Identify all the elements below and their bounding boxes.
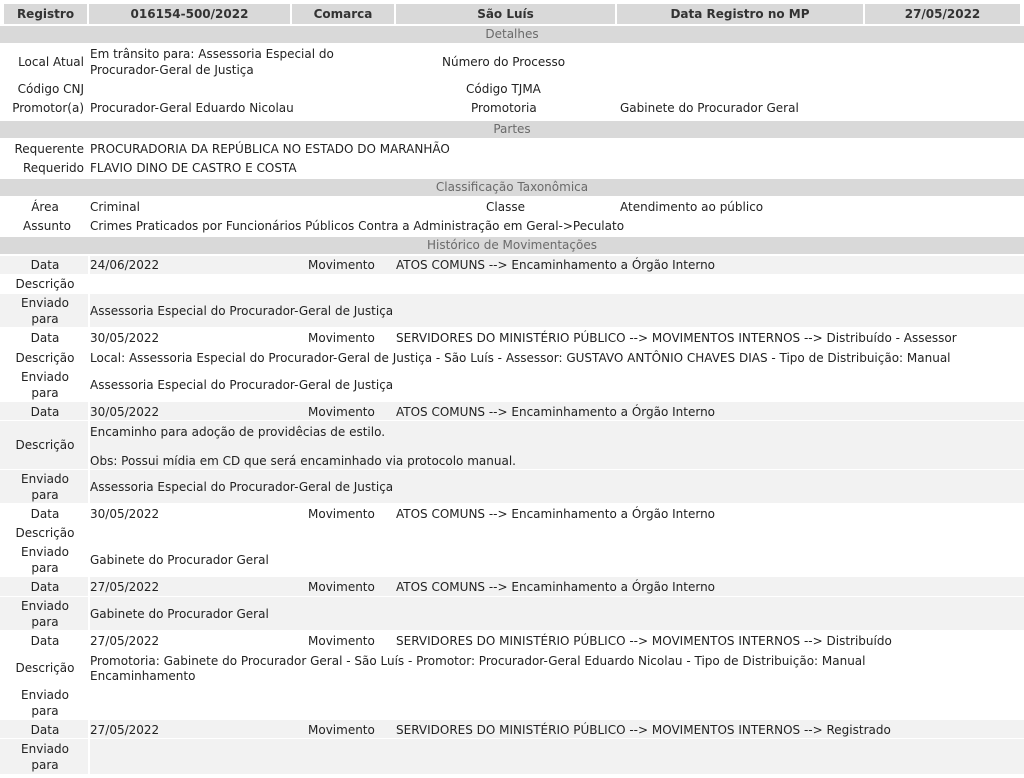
descricao-label: Descrição	[15, 526, 75, 540]
enviado-value: Gabinete do Procurador Geral	[90, 553, 269, 567]
data-label: Data	[30, 258, 60, 272]
registro-value: 016154-500/2022	[89, 4, 290, 24]
promotoria-value: Gabinete do Procurador Geral	[620, 101, 799, 115]
enviado-value: Assessoria Especial do Procurador-Geral de Justiça	[90, 480, 394, 494]
movement-date: 27/05/2022	[90, 723, 160, 737]
enviado-label-2: para	[31, 704, 59, 718]
comarca-value: São Luís	[396, 4, 615, 24]
movement-type: SERVIDORES DO MINISTÉRIO PÚBLICO --> MOVIMENTOS INTERNOS --> Distribuído - Assessor	[396, 331, 957, 345]
classe-label: Classe	[486, 200, 525, 214]
area-value: Criminal	[90, 200, 140, 214]
codigo-cnj-label: Código CNJ	[17, 82, 84, 96]
descricao-value-line1: Encaminho para adoção de providêcias de estilo.	[90, 425, 386, 439]
movimento-label: Movimento	[308, 258, 375, 272]
descricao-label: Descrição	[15, 351, 75, 365]
section-classificacao-title: Classificação Taxonômica	[0, 179, 1024, 196]
enviado-label-2: para	[31, 488, 59, 502]
table-row	[0, 739, 1024, 774]
movimento-label: Movimento	[308, 405, 375, 419]
movement-date: 24/06/2022	[90, 258, 160, 272]
enviado-label-2: para	[31, 312, 59, 326]
enviado-label-1: Enviado	[21, 370, 69, 384]
assunto-label: Assunto	[23, 219, 71, 233]
data-label: Data	[30, 723, 60, 737]
enviado-label-1: Enviado	[21, 599, 69, 613]
promotoria-label: Promotoria	[471, 101, 537, 115]
movement-type: ATOS COMUNS --> Encaminhamento a Órgão Interno	[396, 580, 716, 594]
column-divider	[88, 256, 90, 776]
enviado-label-2: para	[31, 758, 59, 772]
local-atual-line1: Em trânsito para: Assessoria Especial do	[90, 47, 334, 61]
enviado-label-2: para	[31, 561, 59, 575]
comarca-label: Comarca	[292, 4, 394, 24]
movement-type: ATOS COMUNS --> Encaminhamento a Órgão Interno	[396, 405, 716, 419]
classe-value: Atendimento ao público	[620, 200, 764, 214]
registro-label: Registro	[4, 4, 87, 24]
descricao-label: Descrição	[15, 277, 75, 291]
data-label: Data	[30, 634, 60, 648]
data-label: Data	[30, 507, 60, 521]
enviado-label-2: para	[31, 615, 59, 629]
movement-date: 30/05/2022	[90, 507, 160, 521]
data-label: Data	[30, 405, 60, 419]
requerente-value: PROCURADORIA DA REPÚBLICA NO ESTADO DO MARANHÃO	[90, 142, 450, 156]
data-registro-value: 27/05/2022	[865, 4, 1020, 24]
movimento-label: Movimento	[308, 331, 375, 345]
movement-date: 30/05/2022	[90, 405, 160, 419]
promotor-value: Procurador-Geral Eduardo Nicolau	[90, 101, 294, 115]
movimento-label: Movimento	[308, 507, 375, 521]
enviado-label-1: Enviado	[21, 545, 69, 559]
descricao-label: Descrição	[15, 438, 75, 452]
requerido-label: Requerido	[22, 161, 84, 175]
codigo-tjma-label: Código TJMA	[466, 82, 541, 96]
descricao-value-line2: Encaminhamento	[90, 669, 196, 683]
movimento-label: Movimento	[308, 580, 375, 594]
descricao-value: Local: Assessoria Especial do Procurador-Geral de Justiça - São Luís - Assessor: GUSTAVO ANTÔNIO CHAVES DIAS - Tipo de Distribuição: Manual	[90, 351, 951, 365]
enviado-label-1: Enviado	[21, 472, 69, 486]
movement-type: SERVIDORES DO MINISTÉRIO PÚBLICO --> MOVIMENTOS INTERNOS --> Registrado	[396, 723, 891, 737]
movimento-label: Movimento	[308, 634, 375, 648]
movimento-label: Movimento	[308, 723, 375, 737]
descricao-label: Descrição	[15, 661, 75, 675]
section-detalhes-title: Detalhes	[0, 26, 1024, 43]
enviado-value: Gabinete do Procurador Geral	[90, 607, 269, 621]
requerido-value: FLAVIO DINO DE CASTRO E COSTA	[90, 161, 297, 175]
data-label: Data	[30, 331, 60, 345]
section-historico-title: Histórico de Movimentações	[0, 237, 1024, 254]
descricao-value-line2: Obs: Possui mídia em CD que será encaminhado via protocolo manual.	[90, 454, 516, 468]
enviado-label-1: Enviado	[21, 688, 69, 702]
descricao-value-line1: Promotoria: Gabinete do Procurador Geral - São Luís - Promotor: Procurador-Geral Eduardo Nicolau - Tipo de Distribuição: Manual	[90, 654, 866, 668]
enviado-value: Assessoria Especial do Procurador-Geral de Justiça	[90, 304, 394, 318]
movement-date: 27/05/2022	[90, 580, 160, 594]
enviado-label-1: Enviado	[21, 296, 69, 310]
movement-type: ATOS COMUNS --> Encaminhamento a Órgão Interno	[396, 507, 716, 521]
promotor-label: Promotor(a)	[12, 101, 84, 115]
requerente-label: Requerente	[14, 142, 84, 156]
assunto-value: Crimes Praticados por Funcionários Públicos Contra a Administração em Geral->Peculato	[90, 219, 625, 233]
local-atual-label: Local Atual	[18, 55, 84, 69]
enviado-label-1: Enviado	[21, 742, 69, 756]
movement-type: SERVIDORES DO MINISTÉRIO PÚBLICO --> MOVIMENTOS INTERNOS --> Distribuído	[396, 634, 892, 648]
area-label: Área	[31, 200, 59, 214]
data-label: Data	[30, 580, 60, 594]
movement-date: 30/05/2022	[90, 331, 160, 345]
enviado-label-2: para	[31, 386, 59, 400]
movement-type: ATOS COMUNS --> Encaminhamento a Órgão Interno	[396, 258, 716, 272]
enviado-value: Assessoria Especial do Procurador-Geral de Justiça	[90, 378, 394, 392]
movement-date: 27/05/2022	[90, 634, 160, 648]
section-partes-title: Partes	[0, 121, 1024, 138]
numero-processo-label: Número do Processo	[442, 55, 566, 69]
data-registro-label: Data Registro no MP	[617, 4, 863, 24]
local-atual-line2: Procurador-Geral de Justiça	[90, 63, 254, 77]
